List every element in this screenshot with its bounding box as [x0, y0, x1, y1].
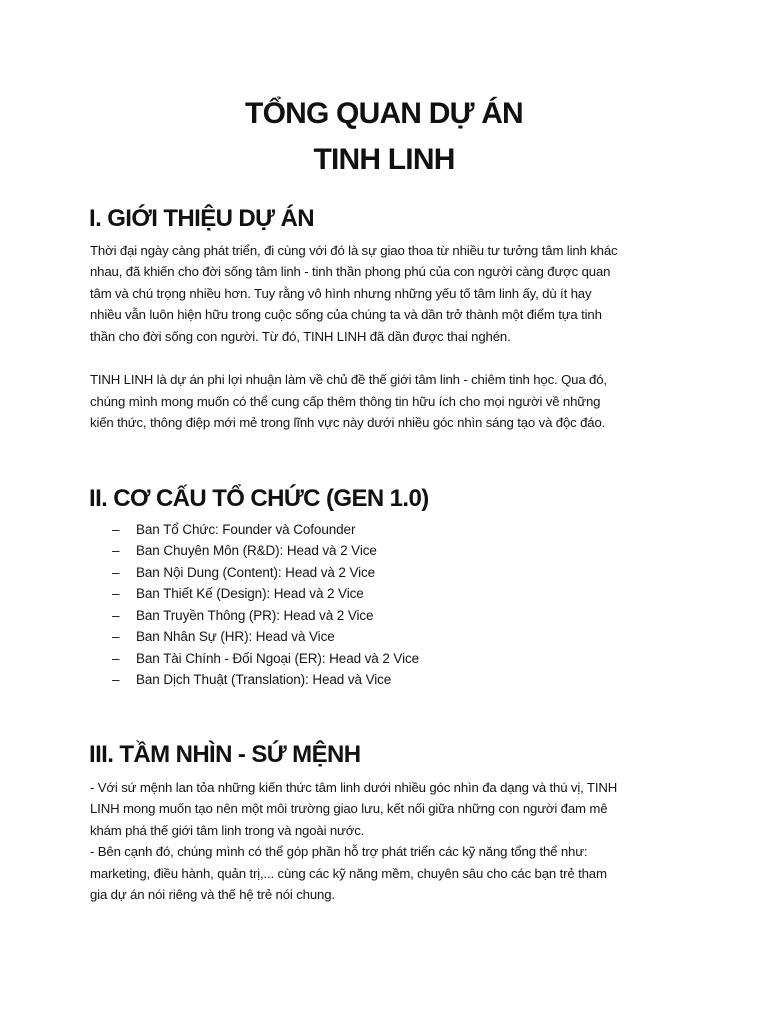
paragraph-line: chúng mình mong muốn có thể cung cấp thêm thông tin hữu ích cho mọi người về những [90, 394, 601, 409]
document-title-line-1: TỔNG QUAN DỰ ÁN [245, 97, 523, 130]
list-bullet: – [112, 586, 120, 601]
list-item-text: Ban Tổ Chức: Founder và Cofounder [136, 522, 356, 537]
list-bullet: – [112, 522, 120, 537]
list-bullet: – [112, 543, 120, 558]
list-bullet: – [112, 651, 120, 666]
paragraph-line: tâm và chú trọng nhiều hơn. Tuy rằng vô hình nhưng những yếu tố tâm linh ấy, dù ít hay [90, 286, 592, 301]
document-title-line-2: TINH LINH [313, 143, 455, 176]
paragraph-line: Thời đại ngày càng phát triển, đi cùng với đó là sự giao thoa từ nhiều tư tưởng tâm linh khác [90, 243, 618, 258]
paragraph-line: thần cho đời sống con người. Từ đó, TINH LINH đã dần được thai nghén. [90, 329, 511, 344]
list-item-text: Ban Tài Chính - Đối Ngoại (ER): Head và 2 Vice [136, 651, 420, 666]
list-item-text: Ban Dịch Thuật (Translation): Head và Vice [136, 672, 392, 687]
list-bullet: – [112, 565, 120, 580]
paragraph-line: - Với sứ mệnh lan tỏa những kiến thức tâm linh dưới nhiều góc nhìn đa dạng và thú vị, TINH [90, 780, 618, 795]
list-item-text: Ban Truyền Thông (PR): Head và 2 Vice [136, 608, 374, 623]
list-item-text: Ban Thiết Kế (Design): Head và 2 Vice [136, 586, 364, 601]
section-2-heading: II. CƠ CẤU TỔ CHỨC (GEN 1.0) [89, 485, 429, 512]
paragraph-line: nhiều vẫn luôn hiện hữu trong cuộc sống của chúng ta và dần trở thành một điểm tựa tinh [90, 307, 602, 322]
list-item-text: Ban Chuyên Môn (R&D): Head và 2 Vice [136, 543, 377, 558]
paragraph-line: - Bên cạnh đó, chúng mình có thể góp phần hỗ trợ phát triển các kỹ năng tổng thể như: [90, 844, 588, 859]
paragraph-line: khám phá thế giới tâm linh trong và ngoài nước. [90, 823, 365, 838]
list-item-text: Ban Nội Dung (Content): Head và 2 Vice [136, 565, 376, 580]
paragraph-line: nhau, đã khiến cho đời sống tâm linh - tinh thần phong phú của con người càng được quan [90, 264, 611, 279]
paragraph-line: TINH LINH là dự án phi lợi nhuận làm về chủ đề thế giới tâm linh - chiêm tinh học. Qua đó, [90, 372, 607, 387]
paragraph-line: kiến thức, thông điệp mới mẻ trong lĩnh vực này dưới nhiều góc nhìn sáng tạo và độc đáo. [90, 415, 606, 430]
paragraph-line: marketing, điều hành, quản trị,... cùng các kỹ năng mềm, chuyên sâu cho các bạn trẻ tham [90, 866, 607, 881]
list-bullet: – [112, 608, 120, 623]
section-3-heading: III. TẦM NHÌN - SỨ MỆNH [89, 741, 361, 768]
paragraph-line: gia dự án nói riêng và thế hệ trẻ nói chung. [90, 887, 335, 902]
list-bullet: – [112, 629, 120, 644]
paragraph-line: LINH mong muốn tạo nên một môi trường giao lưu, kết nối giữa những con người đam mê [90, 801, 608, 816]
section-1-heading: I. GIỚI THIỆU DỰ ÁN [89, 205, 314, 232]
list-item-text: Ban Nhân Sự (HR): Head và Vice [136, 629, 335, 644]
list-bullet: – [112, 672, 120, 687]
